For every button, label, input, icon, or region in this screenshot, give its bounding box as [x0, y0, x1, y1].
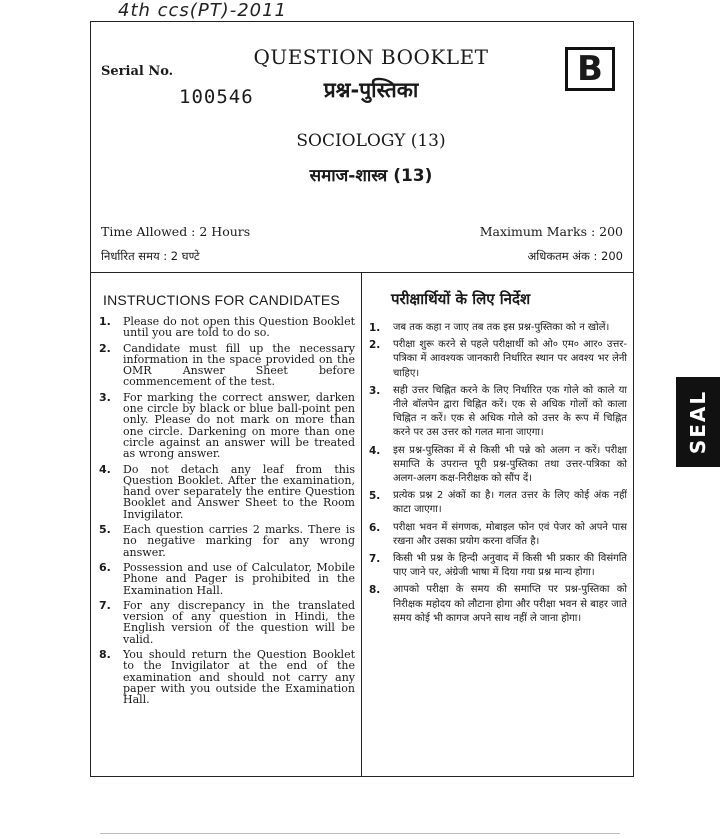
instruction-item: 3. For marking the correct answer, darken one circle by black or blue ball-point pen only. Please do not mark on more than one circle. Darkening on more than one circle against an answer will be treated as wrong answer. [99, 390, 355, 461]
subject-title-hindi: समाज-शास्त्र (13) [309, 166, 433, 186]
instruction-item-hindi: 6. परीक्षा भवन में संगणक, मोबाइल फोन एवं पेजर को अपने पास रखना और उसका प्रयोग करना वर्जित है। [369, 521, 627, 547]
instruction-item-hindi: 5. प्रत्येक प्रश्न 2 अंकों का है। गलत उत्तर के लिए कोई अंक नहीं काटा जाएगा। [369, 490, 627, 516]
booklet-series-box: B [565, 47, 615, 91]
instructions-list [99, 316, 355, 710]
seal-label: SEAL [686, 389, 710, 455]
serial-label: Serial No. [101, 64, 174, 79]
instruction-item: 1. Please do not open this Question Booklet until you are told to do so. [99, 315, 355, 340]
page-bottom-line [100, 833, 620, 834]
booklet-title: QUESTION BOOKLET [253, 45, 489, 69]
maximum-marks-hindi: अधिकतम अंक : 200 [527, 249, 623, 263]
instructions-list-hindi [369, 321, 627, 629]
section-divider [91, 272, 633, 273]
instruction-item: 4. Do not detach any leaf from this Question Booklet. After the examination, hand over separately the entire Question Booklet and Answer Sheet to the Room Invigilator. [99, 462, 355, 521]
instruction-item: 2. Candidate must fill up the necessary information in the space provided on the OMR Answer Sheet before commencement of the test. [99, 341, 355, 389]
column-divider [361, 272, 362, 776]
time-allowed: Time Allowed : 2 Hours [101, 224, 251, 239]
subject-title: SOCIOLOGY (13) [296, 131, 446, 151]
instruction-item-hindi: 1. जब तक कहा न जाए तब तक इस प्रश्न-पुस्तिका को न खोलें। [369, 322, 610, 334]
instruction-item-hindi: 2. परीक्षा शुरू करने से पहले परीक्षार्थी को ओ० एम० आर० उत्तर-पत्रिका में आवश्यक जानकारी निर्धारित स्थान पर अवश्य भर लेनी चाहिए। [369, 339, 627, 379]
instruction-item: 5. Each question carries 2 marks. There is no negative marking for any wrong answer. [99, 523, 355, 559]
instruction-item-hindi: 8. आपको परीक्षा के समय की समाप्ति पर प्रश्न-पुस्तिका को निरीक्षक महोदय को लौटाना होगा और परीक्षा भवन से बाहर जाते समय कोई भी कागज अपने साथ नहीं ले जाना होगा। [369, 584, 627, 624]
seal-tab [676, 377, 720, 467]
instruction-item: 8. You should return the Question Booklet to the Invigilator at the end of the examination and should not carry any paper with you outside the Examination Hall. [99, 648, 355, 707]
instruction-item: 6. Possession and use of Calculator, Mobile Phone and Pager is prohibited in the Examination Hall. [99, 560, 355, 597]
handwritten-note: 4th ccs(PT)-2011 [118, 0, 288, 21]
instructions-title: INSTRUCTIONS FOR CANDIDATES [103, 292, 340, 308]
instruction-item: 7. For any discrepancy in the translated version of any question in Hindi, the English version of the question will be valid. [99, 598, 355, 646]
instructions-title-hindi: परीक्षार्थियों के लिए निर्देश [391, 290, 531, 308]
time-allowed-hindi: निर्धारित समय : 2 घण्टे [101, 249, 200, 263]
instruction-item-hindi: 3. सही उत्तर चिह्नित करने के लिए निर्धारित एक गोले को काले या नीले बॉलपेन द्वारा चिह्नित करें। एक से अधिक गोलों को काला चिह्नित न करें। एक से अधिक गोले को उत्तर के रूप में चिह्नित करने पर उस उत्तर को गलत माना जाएगा। [369, 384, 627, 439]
instruction-item-hindi: 7. किसी भी प्रश्न के हिन्दी अनुवाद में किसी भी प्रकार की विसंगति पाए जाने पर, अंग्रेजी भाषा में दिया गया प्रश्न मान्य होगा। [369, 553, 627, 579]
serial-number: 100546 [179, 86, 254, 108]
maximum-marks: Maximum Marks : 200 [479, 224, 623, 239]
booklet-title-hindi: प्रश्न-पुस्तिका [323, 78, 419, 102]
instruction-item-hindi: 4. इस प्रश्न-पुस्तिका में से किसी भी पन्ने को अलग न करें। परीक्षा समाप्ति के उपरान्त पूरी प्रश्न-पुस्तिका तथा उत्तर-पत्रिका को अलग-अलग कक्ष-निरीक्षक को सौंप दें। [369, 444, 627, 485]
question-booklet-cover [90, 21, 634, 777]
